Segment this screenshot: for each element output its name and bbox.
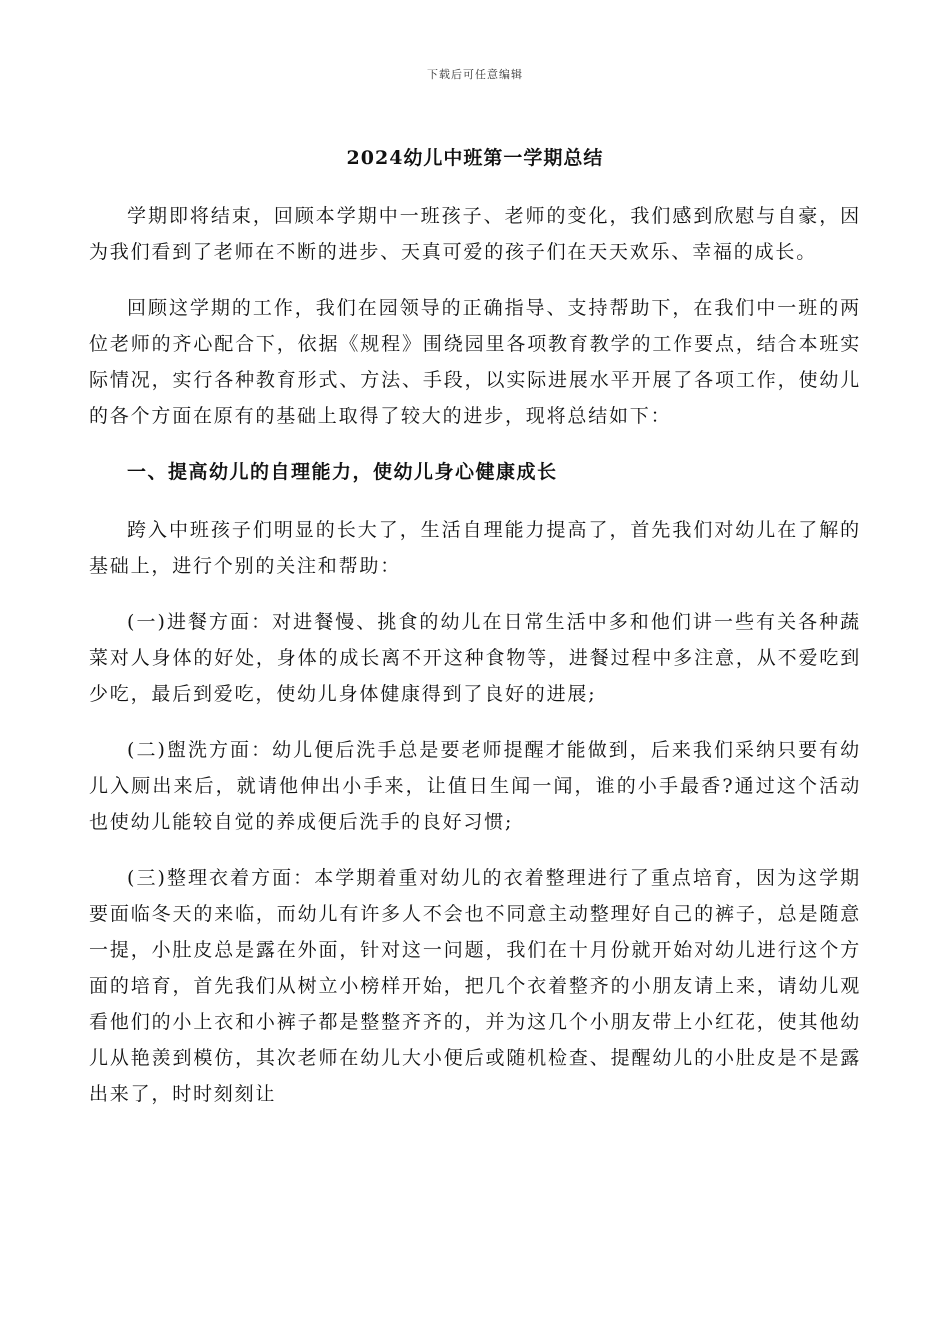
document-title: 2024幼儿中班第一学期总结 [346, 147, 604, 169]
document-body [89, 198, 861, 1132]
item-paragraph-washing: (二)盥洗方面：幼儿便后洗手总是要老师提醒才能做到，后来我们采纳只要有幼儿入厕出来后，就请他伸出小手来，让值日生闻一闻，谁的小手最香?通过这个活动也使幼儿能较自觉的养成便后洗手的良好习惯; [89, 739, 861, 833]
intro-paragraph-2: 回顾这学期的工作，我们在园领导的正确指导、支持帮助下，在我们中一班的两位老师的齐心配合下，依据《规程》围绕园里各项教育教学的工作要点，结合本班实际情况，实行各种教育形式、方法、手段，以实际进展水平开展了各项工作，使幼儿的各个方面在原有的基础上取得了较大的进步，现将总结如下： [89, 297, 861, 427]
header-note: 下载后可任意编辑 [427, 68, 523, 81]
intro-paragraph-1: 学期即将结束，回顾本学期中一班孩子、老师的变化，我们感到欣慰与自豪，因为我们看到了老师在不断的进步、天真可爱的孩子们在天天欢乐、幸福的成长。 [89, 205, 861, 263]
section-intro-paragraph: 跨入中班孩子们明显的长大了，生活自理能力提高了，首先我们对幼儿在了解的基础上，进行个别的关注和帮助： [89, 519, 861, 577]
item-paragraph-clothing: (三)整理衣着方面：本学期着重对幼儿的衣着整理进行了重点培育，因为这学期要面临冬天的来临，而幼儿有许多人不会也不同意主动整理好自己的裤子，总是随意一提，小肚皮总是露在外面，针对这一问题，我们在十月份就开始对幼儿进行这个方面的培育，首先我们从树立小榜样开始，把几个衣着整齐的小朋友请上来，请幼儿观看他们的小上衣和小裤子都是整整齐齐的，并为这几个小朋友带上小红花，使其他幼儿从艳羡到模仿，其次老师在幼儿大小便后或随机检查、提醒幼儿的小肚皮是不是露出来了，时时刻刻让 [89, 867, 861, 1105]
item-paragraph-dining: (一)进餐方面：对进餐慢、挑食的幼儿在日常生活中多和他们讲一些有关各种蔬菜对人身体的好处，身体的成长离不开这种食物等，进餐过程中多注意，从不爱吃到少吃，最后到爱吃，使幼儿身体健康得到了良好的进展; [89, 611, 861, 705]
section-heading-1: 一、提高幼儿的自理能力，使幼儿身心健康成长 [127, 461, 558, 483]
